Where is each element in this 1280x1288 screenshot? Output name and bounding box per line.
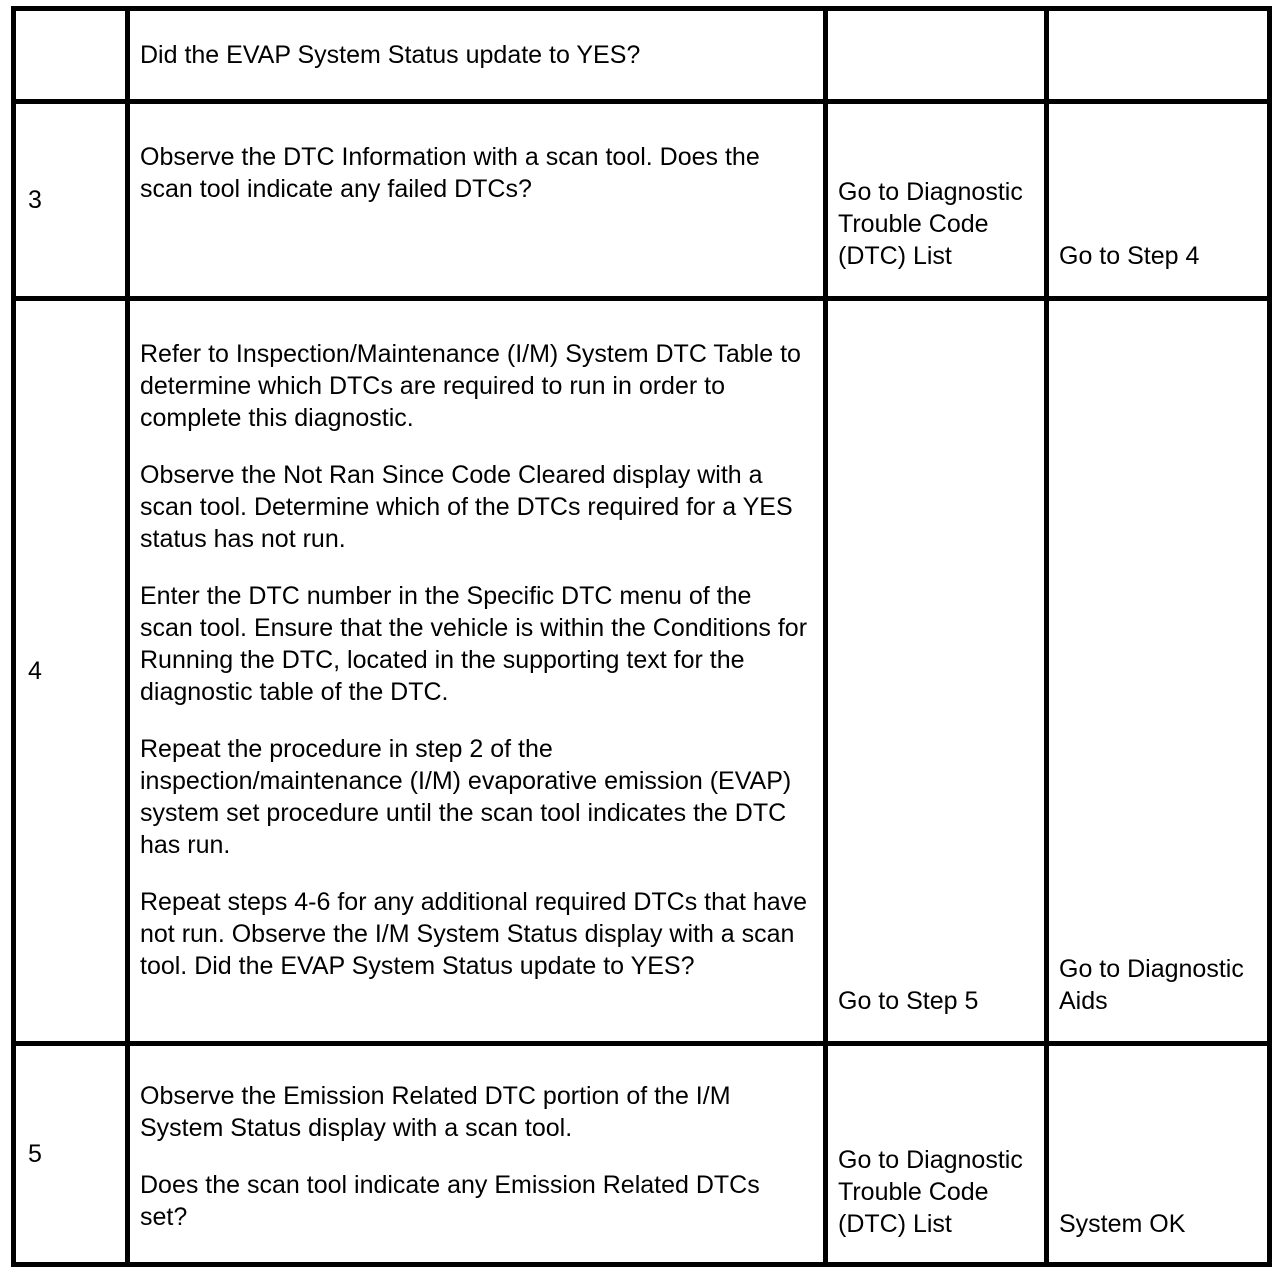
diagnostic-table: [11, 6, 1272, 1267]
yes-outcome-link[interactable]: Go to Diagnostic Trouble Code (DTC) List: [838, 178, 1023, 270]
yes-outcome-cell: [826, 9, 1047, 102]
action-text: Does the scan tool indicate any Emission Related DTCs set?: [140, 1171, 760, 1231]
action-text: Observe the Not Ran Since Code Cleared display with a scan tool. Determine which of the DTCs required for a YES status has not run.: [140, 461, 793, 553]
step-number-cell: [14, 9, 128, 102]
no-outcome-link[interactable]: Go to Diagnostic Aids: [1059, 955, 1244, 1015]
no-outcome-cell: [1047, 299, 1270, 1044]
yes-outcome-cell: [826, 299, 1047, 1044]
no-outcome-link[interactable]: Go to Step 4: [1059, 242, 1200, 270]
step-number: 4: [28, 657, 42, 685]
step-number-cell: [14, 102, 128, 299]
no-outcome-cell: [1047, 1044, 1270, 1265]
yes-outcome-cell: [826, 1044, 1047, 1265]
action-text: Refer to Inspection/Maintenance (I/M) System DTC Table to determine which DTCs are required to run in order to complete this diagnostic.: [140, 340, 801, 432]
table-row: [14, 9, 1270, 102]
no-outcome-cell: [1047, 9, 1270, 102]
step-number-cell: [14, 299, 128, 1044]
step-number-cell: [14, 1044, 128, 1265]
table-row: [14, 102, 1270, 299]
step-number: 3: [28, 186, 42, 214]
yes-outcome-cell: [826, 102, 1047, 299]
table-row: [14, 299, 1270, 1044]
action-text: Enter the DTC number in the Specific DTC menu of the scan tool. Ensure that the vehicle is within the Conditions for Running the DTC, located in the supporting text for the diagnostic table of the DTC.: [140, 582, 808, 706]
action-cell: [128, 102, 826, 299]
table-row: [14, 1044, 1270, 1265]
action-text: Did the EVAP System Status update to YES?: [140, 41, 641, 69]
no-outcome-link: System OK: [1059, 1210, 1186, 1238]
action-cell: [128, 1044, 826, 1265]
action-text: Observe the DTC Information with a scan tool. Does the scan tool indicate any failed DTCs?: [140, 143, 760, 203]
yes-outcome-link[interactable]: Go to Step 5: [838, 987, 979, 1015]
action-cell: [128, 299, 826, 1044]
yes-outcome-link[interactable]: Go to Diagnostic Trouble Code (DTC) List: [838, 1146, 1023, 1238]
action-cell: [128, 9, 826, 102]
step-number: 5: [28, 1140, 42, 1168]
action-text: Observe the Emission Related DTC portion of the I/M System Status display with a scan tool.: [140, 1082, 731, 1142]
action-text: Repeat steps 4-6 for any additional required DTCs that have not run. Observe the I/M System Status display with a scan tool. Did the EVAP System Status update to YES?: [140, 888, 808, 980]
no-outcome-cell: [1047, 102, 1270, 299]
action-text: Repeat the procedure in step 2 of the inspection/maintenance (I/M) evaporative emission (EVAP) system set procedure until the scan tool indicates the DTC has run.: [140, 735, 792, 859]
